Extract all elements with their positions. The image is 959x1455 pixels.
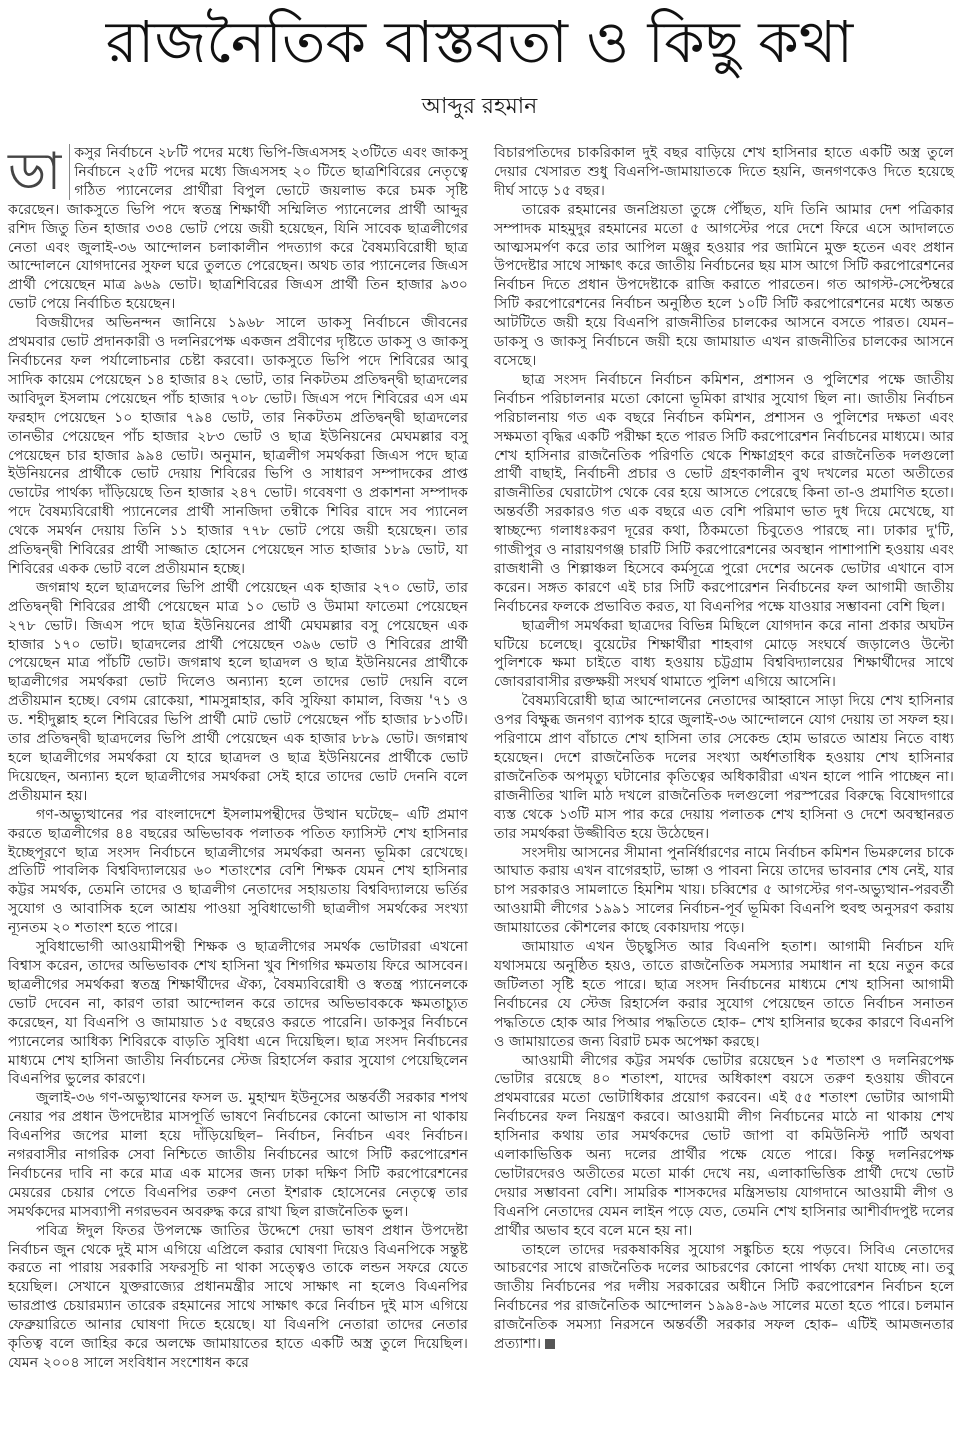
paragraph: সংসদীয় আসনের সীমানা পুনর্নির্ধারণের নামে নির্বাচন কমিশন ভিমরুলের চাকে আঘাত করায় এখন বাগেরহাট, ভাঙ্গা ও পাবনা নিয়ে তাদের ভাবনার শেষ নেই, যার চাপ সরকারও সামলাতে হিমশিম খায়। চব্বিশের ৫ আগস্টের গণ-অভ্যুত্থান-পরবর্তী আওয়ামী লীগের ১৯৯১ সালের নির্বাচন-পূর্ব ভূমিকা বিএনপি হুবহু অনুসরণ করায় জামায়াতের কৌশলের কাছে বেকায়দায় পড়ে।: [494, 844, 954, 937]
article-body: [8, 144, 954, 1444]
right-column: [494, 144, 954, 1444]
paragraph-text: কসুর নির্বাচনে ২৮টি পদের মধ্যে ভিপি-জিএসসহ ২৩টিতে এবং জাকসু নির্বাচনে ২৫টি পদের মধ্যে জিএসসহ ২০ টিতে ছাত্রশিবিরের নেতৃত্বে গঠিত প্যানেলের প্রার্থীরা বিপুল ভোটে জয়লাভ করে চমক সৃষ্টি করেছেন। জাকসুতে ভিপি পদে স্বতন্ত্র শিক্ষার্থী সম্মিলিত প্যানেলের প্রার্থী আব্দুর রশিদ জিতু তিন হাজার ৩৩৪ ভোট পেয়ে জয়ী হয়েছেন, যিনি সাবেক ছাত্রলীগের নেতা এবং জুলাই-৩৬ আন্দোলন চলাকালীন পদত্যাগ করে বৈষম্যবিরোধী ছাত্র আন্দোলনে যোগদানের সুফল ঘরে তুলতে পেরেছেন। অথচ তার প্যানেলের জিএস প্রার্থী পেয়েছেন মাত্র ৯৬৯ ভোট। ছাত্রশিবিরের জিএস প্রার্থী তিন হাজার ৯৩০ ভোট পেয়ে নির্বাচিত হয়েছেন।: [8, 145, 468, 313]
paragraph-text: তাহলে তাদের দরকষাকষির সুযোগ সঙ্কুচিত হয়ে পড়বে। সিবিএ নেতাদের আচরণের সাথে রাজনৈতিক দলের আচরণের কোনো পার্থক্য দেখা যাচ্ছে না। তবু জাতীয় নির্বাচনের পর দলীয় সরকারের অধীনে সিটি করপোরেশন নির্বাচন হলে নির্বাচনের পর রাজনৈতিক আন্দোলন ১৯৯৪-৯৬ সালের মতো হতে পারে। চলমান রাজনৈতিক সমস্যা নিরসনে অন্তর্বর্তী সরকার সফল হোক– এটিই আমজনতার প্রত্যাশা।: [494, 1241, 954, 1353]
paragraph: ছাত্রলীগ সমর্থকরা ছাত্রদের বিভিন্ন মিছিলে যোগদান করে নানা প্রকার অঘটন ঘটিয়ে চলেছে। বুয়েটের শিক্ষার্থীরা শাহবাগ মোড়ে সংঘর্ষে জড়ালেও উল্টো পুলিশকে ক্ষমা চাইতে বাধ্য হওয়ায় চট্টগ্রাম বিশ্ববিদ্যালয়ের শিক্ষার্থীদের সাথে জোবরাবাসীর রক্তক্ষয়ী সংঘর্ষ থামাতে পুলিশ এগিয়ে আসেনি।: [494, 617, 954, 691]
paragraph: তারেক রহমানের জনপ্রিয়তা তুঙ্গে পৌঁছত, যদি তিনি আমার দেশ পত্রিকার সম্পাদক মাহমুদুর রহমানের মতো ৫ আগস্টের পরে দেশে ফিরে এসে আদালতে আত্মসমর্পণ করে তার আপিল মঞ্জুর হওয়ার পর জামিনে মুক্ত হতেন এবং প্রধান উপদেষ্টার সাথে সাক্ষাৎ করে জাতীয় নির্বাচনের ছয় মাস আগে সিটি করপোরেশনের নির্বাচন দিতে প্রধান উপদেষ্টাকে রাজি করাতে পারতেন। গত আগস্ট-সেপ্টেম্বরে সিটি করপোরেশনের নির্বাচন অনুষ্ঠিত হলে ১০টি সিটি করপোরেশনের মধ্যে অন্তত আটটিতে জয়ী হয়ে বিএনপি রাজনীতির চালকের আসনে বসতে পারত। যেমন– ডাকসু ও জাকসু নির্বাচনে জয়ী হয়ে জামায়াত এখন রাজনীতির চালকের আসনে বসেছে।: [494, 201, 954, 369]
paragraph: পবিত্র ঈদুল ফিতর উপলক্ষে জাতির উদ্দেশে দেয়া ভাষণ প্রধান উপদেষ্টা নির্বাচন জুন থেকে দুই মাস এগিয়ে এপ্রিলে করার ঘোষণা দিয়েও বিএনপিকে সন্তুষ্ট করতে না পারায় সরকারি সফরসূচি না থাকা সত্ত্বেও তাকে লন্ডন সফরে যেতে হয়েছিল। সেখানে যুক্তরাজ্যের প্রধানমন্ত্রীর সাথে সাক্ষাৎ না হলেও বিএনপির ভারপ্রাপ্ত চেয়ারম্যান তারেক রহমানের সাথে সাক্ষাৎ করে নির্বাচন দুই মাস এগিয়ে ফেব্রুয়ারিতে আনার ঘোষণা দিতে হয়েছে। যা বিএনপি নেতারা তাদের নেতার কৃতিত্ব বলে জাহির করে অলক্ষে জামায়াতের হাতে একটি অস্ত্র তুলে দিয়েছিল। যেমন ২০০৪ সালে সংবিধান সংশোধন করে: [8, 1222, 468, 1371]
drop-cap: ডা: [8, 144, 70, 200]
paragraph: [494, 1241, 954, 1354]
left-column: [8, 144, 468, 1444]
paragraph: গণ-অভ্যুত্থানের পর বাংলাদেশে ইসলামপন্থীদের উত্থান ঘটেছে– এটি প্রমাণ করতে ছাত্রলীগের ৪৪ বছরের অভিভাবক পলাতক পতিত ফ্যাসিস্ট শেখ হাসিনার ইচ্ছেপূরণে ছাত্র সংসদ নির্বাচনে ছাত্রলীগের সমর্থকরা অনন্য ভূমিকা রেখেছে। প্রতিটি পাবলিক বিশ্ববিদ্যালয়ের ৬০ শতাংশের বেশি শিক্ষক যেমন শেখ হাসিনার কট্টর সমর্থক, তেমনি তাদের ও ছাত্রলীগ নেতাদের সহায়তায় বিশ্ববিদ্যালয়ে ভর্তির সুযোগ ও আবাসিক হলে আশ্রয় পাওয়া সুবিধাভোগী ছাত্রলীগ সমর্থকের সংখ্যা ন্যূনতম ২০ শতাংশ হতে পারে।: [8, 806, 468, 937]
paragraph: জুলাই-৩৬ গণ-অভ্যুত্থানের ফসল ড. মুহাম্মদ ইউনূসের অন্তর্বর্তী সরকার শপথ নেয়ার পর প্রধান উপদেষ্টার মাসপূর্তি ভাষণে নির্বাচনের কোনো আভাস না থাকায় বিএনপির জপের মালা হয়ে দাঁড়িয়েছিল– নির্বাচন, নির্বাচন এবং নির্বাচন। নগরবাসীর নাগরিক সেবা নিশ্চিতে জাতীয় নির্বাচনের আগে সিটি করপোরেশন নির্বাচনের দাবি না করে মাত্র এক মাসের জন্য ঢাকা দক্ষিণ সিটি করপোরেশনের মেয়রের চেয়ার পেতে বিএনপির তরুণ নেতা ইশরাক হোসেনের নেতৃত্বে তার সমর্থকদের মাসব্যাপী নগরভবন অবরুদ্ধ করে রাখা ছিল রাজনৈতিক ভুল।: [8, 1090, 468, 1220]
paragraph: জগন্নাথ হলে ছাত্রদলের ভিপি প্রার্থী পেয়েছেন এক হাজার ২৭০ ভোট, তার প্রতিদ্বন্দ্বী শিবিরের প্রার্থী পেয়েছেন মাত্র ১০ ভোট ও উমামা ফাতেমা পেয়েছেন ২৭৮ ভোট। জিএস পদে ছাত্র ইউনিয়নের প্রার্থী মেঘমল্লার বসু পেয়েছেন এক হাজার ১৭০ ভোট। ছাত্রদলের প্রার্থী পেয়েছেন ৩৯৬ ভোট ও শিবিরের প্রার্থী পেয়েছেন মাত্র পাঁচটি ভোট। জগন্নাথ হলে ছাত্রদল ও ছাত্র ইউনিয়নের প্রার্থীকে ছাত্রলীগের সমর্থকরা ভোট দিলেও অন্যান্য হলে তাদের ভোট দেয়নি বলে প্রতীয়মান হচ্ছে। বেগম রোকেয়া, শামসুন্নাহার, কবি সুফিয়া কামাল, বিজয় '৭১ ও ড. শহীদুল্লাহ হলে শিবিরের ভিপি প্রার্থী মোট ভোট পেয়েছেন পাঁচ হাজার ৮১৩টি। তার প্রতিদ্বন্দ্বী ছাত্রদলের ভিপি প্রার্থী পেয়েছেন এক হাজার ৮৮৯ ভোট। জগন্নাথ হলে ছাত্রলীগের সমর্থকরা যে হারে ছাত্রদল ও ছাত্র ইউনিয়নের প্রার্থীকে ভোট দিয়েছেন, অন্যান্য হলে ছাত্রলীগের সমর্থকরা সেই হারে তাদের ভোট দেননি বলে প্রতীয়মান হয়।: [8, 579, 468, 804]
paragraph: জামায়াত এখন উচ্ছ্বসিত আর বিএনপি হতাশ। আগামী নির্বাচন যদি যথাসময়ে অনুষ্ঠিত হয়ও, তাতে রাজনৈতিক সমস্যার সমাধান না হয়ে নতুন করে জটিলতা সৃষ্টি হতে পারে। ছাত্র সংসদ নির্বাচনের মাধ্যমে শেখ হাসিনা আগামী নির্বাচনের যে স্টেজ রিহার্সেল করার সুযোগ পেয়েছেন তাতে নির্বাচন সনাতন পদ্ধতিতে হোক আর পিআর পদ্ধতিতে হোক– শেখ হাসিনার ছকের কারণে বিএনপি ও জামায়াতের জন্য বিরাট চমক অপেক্ষা করছে।: [494, 939, 954, 1050]
article-headline: রাজনৈতিক বাস্তবতা ও কিছু কথা: [105, 8, 854, 76]
article-byline: আব্দুর রহমান: [421, 94, 538, 119]
paragraph: ছাত্র সংসদ নির্বাচনে নির্বাচন কমিশন, প্রশাসন ও পুলিশের পক্ষে জাতীয় নির্বাচন পরিচালনার মতো কোনো ভূমিকা রাখার সুযোগ ছিল না। জাতীয় নির্বাচন পরিচালনায় গত এক বছরে নির্বাচন কমিশন, প্রশাসন ও পুলিশের দক্ষতা এবং সক্ষমতা বৃদ্ধির একটি পরীক্ষা হতে পারত সিটি করপোরেশন নির্বাচনের মাধ্যমে। আর শেখ হাসিনার রাজনৈতিক পরিণতি থেকে শিক্ষাগ্রহণ করে রাজনৈতিক দলগুলো প্রার্থী বাছাই, নির্বাচনী প্রচার ও ভোট গ্রহণকালীন বুথ দখলের মতো অতীতের রাজনীতির ঘেরাটোপ থেকে বের হয়ে আসতে পেরেছে কিনা তা-ও প্রমাণিত হতো। অন্তর্বর্তী সরকারও গত এক বছরে এত বেশি পরিমাণ ভাত দুধ দিয়ে মেখেছে, যা স্বাচ্ছন্দ্যে গলাধঃকরণ দূরের কথা, ঠিকমতো চিবুতেও পারছে না। ঢাকার দু'টি, গাজীপুর ও নারায়ণগঞ্জ চারটি সিটি করপোরেশনের অবস্থান পাশাপাশি হওয়ায় এবং রাজধানী ও শিল্পাঞ্চল হিসেবে কর্মসূত্রে পুরো দেশের অনেক ভোটার এখানে বাস করেন। সঙ্গত কারণে এই চার সিটি করপোরেশন নির্বাচনের ফল আগামী জাতীয় নির্বাচনের ফলকে প্রভাবিত করত, যা বিএনপির পক্ষে যাওয়ার সম্ভাবনা বেশি ছিল।: [494, 371, 954, 615]
end-of-article-icon: [545, 1339, 555, 1349]
paragraph: [8, 144, 468, 314]
paragraph: আওয়ামী লীগের কট্টর সমর্থক ভোটার রয়েছেন ১৫ শতাংশ ও দলনিরপেক্ষ ভোটার রয়েছে ৪০ শতাংশ, যাদের অধিকাংশ বয়সে তরুণ হওয়ায় জীবনে প্রথমবারের মতো ভোটাধিকার প্রয়োগ করবেন। এই ৫৫ শতাংশ ভোটার আগামী নির্বাচনের ফল নিয়ন্ত্রণ করবে। আওয়ামী লীগ নির্বাচনের মাঠে না থাকায় শেখ হাসিনার কথায় তার সমর্থকদের ভোট জাপা বা কমিউনিস্ট পার্টি অথবা এলাকাভিত্তিক অন্য দলের প্রার্থীর পক্ষে যেতে পারে। কিন্তু দলনিরপেক্ষ ভোটারদেরও অতীতের মতো মার্কা দেখে নয়, এলাকাভিত্তিক প্রার্থী দেখে ভোট দেয়ার সম্ভাবনা বেশি। সামরিক শাসকদের মন্ত্রিসভায় যোগদানে আওয়ামী লীগ ও বিএনপি নেতাদের যেমন লাইন পড়ে যেত, তেমনি শেখ হাসিনার আশীর্বাদপুষ্ট দলের প্রার্থীর অভাব হবে বলে মনে হয় না।: [494, 1052, 954, 1239]
paragraph: সুবিধাভোগী আওয়ামীপন্থী শিক্ষক ও ছাত্রলীগের সমর্থক ভোটাররা এখনো বিশ্বাস করেন, তাদের অভিভাবক শেখ হাসিনা খুব শিগগির ক্ষমতায় ফিরে আসবেন। ছাত্রলীগের সমর্থকরা স্বতন্ত্র শিক্ষার্থীদের ঐক্য, বৈষম্যবিরোধী ও স্বতন্ত্র প্যানেলকে ভোট দেবেন না, কারণ তারা আন্দোলন করে তাদের অভিভাবককে ক্ষমতাচ্যুত করেছেন, যা বিএনপি ও জামায়াত ১৫ বছরেও করতে পারেনি। ডাকসুর নির্বাচনে প্যানেলের আধিক্য শিবিরকে বাড়তি সুবিধা এনে দিয়েছিল। ছাত্র সংসদ নির্বাচনের মাধ্যমে শেখ হাসিনা জাতীয় নির্বাচনের স্টেজ রিহার্সেল করার সুযোগ পেয়েছিলেন বিএনপির ভুলের কারণে।: [8, 939, 468, 1088]
paragraph: বিচারপতিদের চাকরিকাল দুই বছর বাড়িয়ে শেখ হাসিনার হাতে একটি অস্ত্র তুলে দেয়ার খেসারত শুধু বিএনপি-জামায়াতকে দিতে হয়নি, জনগণকেও দিতে হয়েছে দীর্ঘ সাড়ে ১৫ বছর।: [494, 145, 954, 199]
paragraph: বিজয়ীদের অভিনন্দন জানিয়ে ১৯৬৮ সালে ডাকসু নির্বাচনে জীবনের প্রথমবার ভোট প্রদানকারী ও দলনিরপেক্ষ একজন প্রবীণের দৃষ্টিতে ডাকসু ও জাকসু নির্বাচনের ফল পর্যালোচনার চেষ্টা করবো। ডাকসুতে ভিপি পদে শিবিরের আবু সাদিক কায়েম পেয়েছেন ১৪ হাজার ৪২ ভোট, তার নিকটতম প্রতিদ্বন্দ্বী ছাত্রদলের আবিদুল ইসলাম পেয়েছেন পাঁচ হাজার ৭০৮ ভোট। জিএস পদে শিবিরের এস এম ফরহাদ পেয়েছেন ১০ হাজার ৭৯৪ ভোট, তার নিকটতম প্রতিদ্বন্দ্বী ছাত্রদলের তানভীর পেয়েছেন পাঁচ হাজার ২৮৩ ভোট ও ছাত্র ইউনিয়নের মেঘমল্লার বসু পেয়েছেন চার হাজার ৯৯৪ ভোট। অনুমান, ছাত্রলীগ সমর্থকরা জিএস পদে ছাত্র ইউনিয়নের প্রার্থীকে ভোট দেয়ায় শিবিরের ভিপি ও সাধারণ সম্পাদকের প্রাপ্ত ভোটের পার্থক্য দাঁড়িয়েছে তিন হাজার ২৪৭ ভোট। গবেষণা ও প্রকাশনা সম্পাদক পদে বৈষম্যবিরোধী প্যানেলের প্রার্থী সানজিদা তন্বীকে শিবির বাদে সব প্যানেল থেকে সমর্থন দেয়ায় তিনি ১১ হাজার ৭৭৮ ভোট পেয়ে জয়ী হয়েছেন। তার প্রতিদ্বন্দ্বী শিবিরের প্রার্থী সাজ্জাত হোসেন পেয়েছেন সাত হাজার ১৮৯ ভোট, যা শিবিরের একক ভোট বলে প্রতীয়মান হচ্ছে।: [8, 315, 468, 577]
paragraph: বৈষম্যবিরোধী ছাত্র আন্দোলনের নেতাদের আহ্বানে সাড়া দিয়ে শেখ হাসিনার ওপর বিক্ষুব্ধ জনগণ ব্যাপক হারে জুলাই-৩৬ আন্দোলনে যোগ দেয়ায় তা সফল হয়। পরিণামে প্রাণ বাঁচাতে শেখ হাসিনা তার সেকেন্ড হোম ভারতে আশ্রয় নিতে বাধ্য হয়েছেন। দেশে রাজনৈতিক দলের সংখ্যা অর্ধশতাধিক হওয়ায় শেখ হাসিনার রাজনৈতিক অপমৃত্যু ঘটানোর কৃতিত্বের অধিকারীরা এখন হালে পানি পাচ্ছেন না। রাজনীতির খালি মাঠ দখলে রাজনৈতিক দলগুলো পরস্পরের বিরুদ্ধে বিষোদগারে ব্যস্ত থেকে ১৩টি মাস পার করে দেয়ায় পলাতক শেখ হাসিনা ও দেশে অবস্থানরত তার সমর্থকরা উজ্জীবিত হয়ে উঠেছেন।: [494, 693, 954, 842]
